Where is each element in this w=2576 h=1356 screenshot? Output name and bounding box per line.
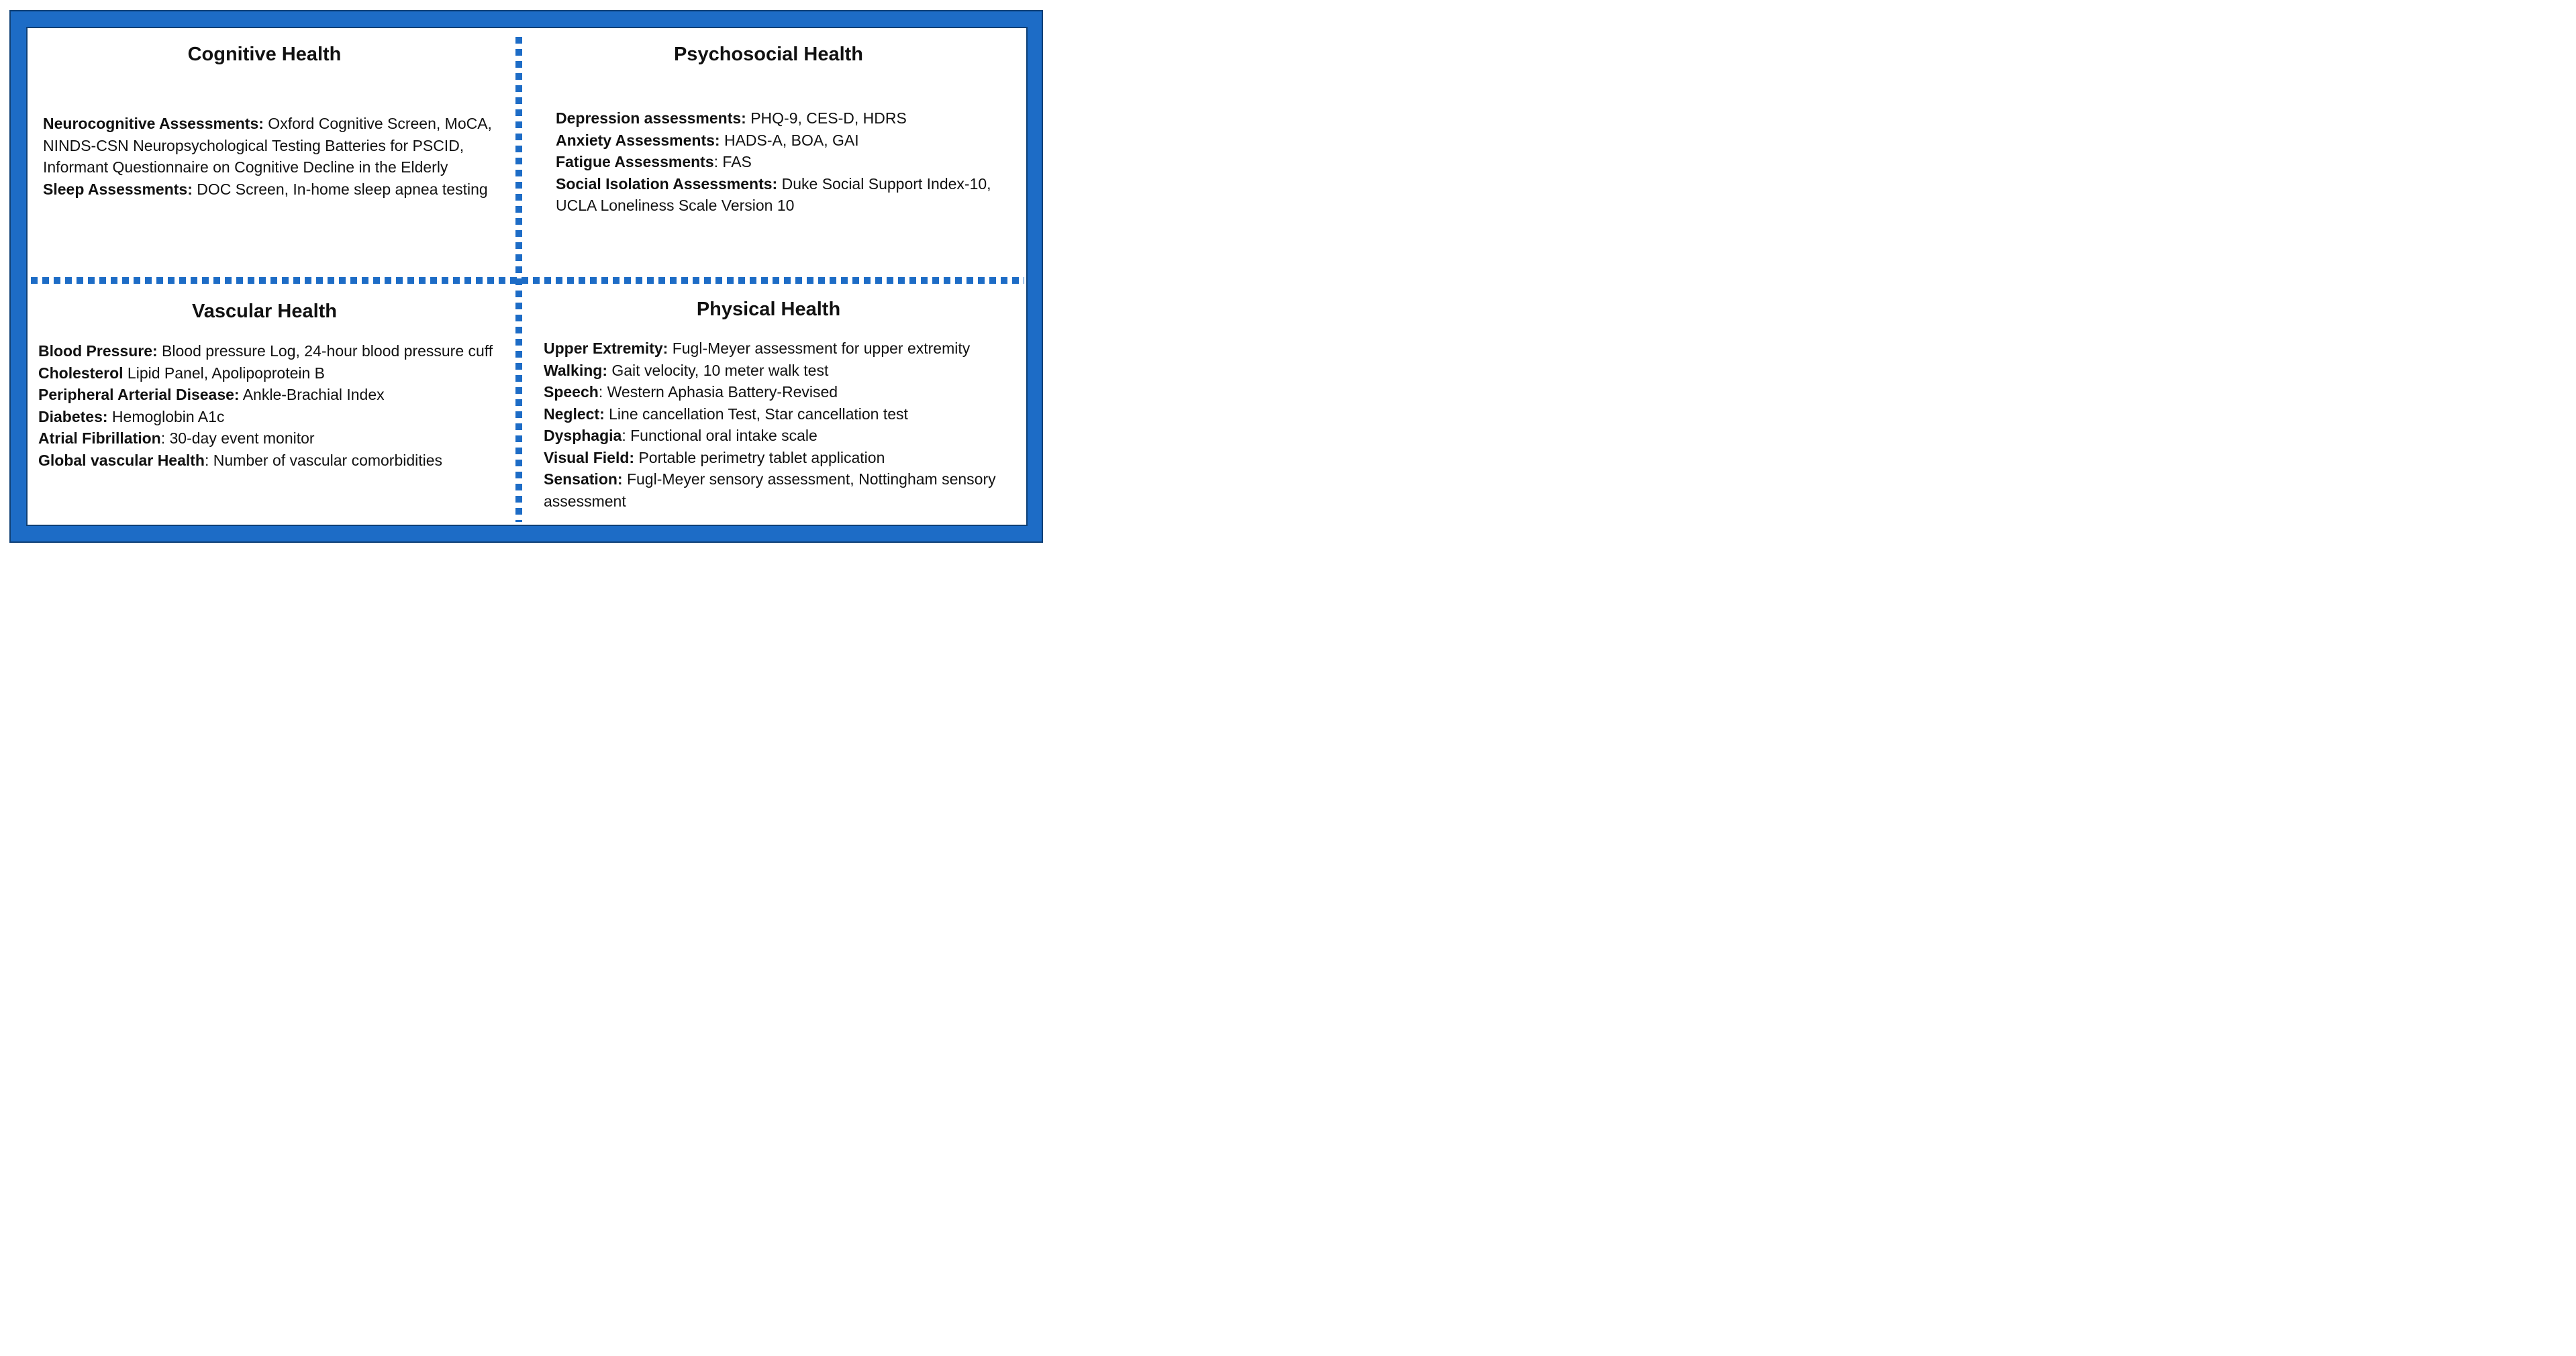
assessment-tools: : 30-day event monitor xyxy=(160,429,315,447)
assessment-label: Walking: xyxy=(544,361,607,379)
assessment-label: Sleep Assessments: xyxy=(43,180,193,198)
assessment-item xyxy=(556,129,1019,152)
assessment-item xyxy=(544,403,1024,425)
assessment-label: Atrial Fibrillation xyxy=(38,429,161,447)
assessment-label: Dysphagia xyxy=(544,427,622,444)
assessment-tools: Gait velocity, 10 meter walk test xyxy=(607,361,829,379)
assessment-label: Fatigue Assessments xyxy=(556,153,714,170)
assessment-label: Social Isolation Assessments: xyxy=(556,174,778,193)
quadrant-title-vascular: Vascular Health xyxy=(192,301,337,322)
assessment-label: Global vascular Health xyxy=(38,451,205,469)
assessment-item xyxy=(38,450,501,472)
assessment-tools: : Western Aphasia Battery-Revised xyxy=(598,383,838,401)
horizontal-dotted-divider xyxy=(31,277,1024,284)
assessment-list-cognitive xyxy=(43,113,513,200)
assessment-item xyxy=(544,337,1024,360)
assessment-tools: Ankle-Brachial Index xyxy=(239,386,385,403)
assessment-tools: Lipid Panel, Apolipoprotein B xyxy=(123,364,326,382)
assessment-tools: : Number of vascular comorbidities xyxy=(204,451,443,469)
assessment-item xyxy=(556,151,1019,173)
assessment-list-physical xyxy=(544,337,1024,512)
assessment-label: Visual Field: xyxy=(544,448,635,466)
assessment-item xyxy=(43,178,513,201)
assessment-item xyxy=(544,468,1024,512)
assessment-tools: Oxford Cognitive Screen, MoCA, NINDS-CSN Neuropsychological Testing Batteries for PSCID, Informant Questionnaire on Cognitive Decline in the Elderly xyxy=(43,115,492,176)
assessment-item xyxy=(38,362,501,384)
quadrant-title-physical: Physical Health xyxy=(696,299,841,320)
assessment-label: Depression assessments: xyxy=(556,109,746,127)
quadrant-title-psychosocial: Psychosocial Health xyxy=(673,44,864,65)
assessment-tools: PHQ-9, CES-D, HDRS xyxy=(746,109,907,127)
assessment-item xyxy=(544,381,1024,403)
assessment-item xyxy=(38,384,501,406)
assessment-tools: Fugl-Meyer sensory assessment, Nottingham sensory assessment xyxy=(544,470,996,510)
assessment-label: Diabetes: xyxy=(38,407,108,425)
assessment-tools: DOC Screen, In-home sleep apnea testing xyxy=(192,180,488,198)
assessment-label: Blood Pressure: xyxy=(38,342,158,360)
assessment-tools: : FAS xyxy=(713,153,752,170)
assessment-item xyxy=(556,173,1019,217)
assessment-tools: Line cancellation Test, Star cancellation test xyxy=(604,405,908,423)
quadrant-title-cognitive: Cognitive Health xyxy=(187,44,342,65)
assessment-item xyxy=(38,427,501,450)
assessment-tools: Fugl-Meyer assessment for upper extremity xyxy=(668,340,971,357)
assessment-item xyxy=(43,113,513,178)
assessment-label: Upper Extremity: xyxy=(544,340,668,357)
vertical-dotted-divider xyxy=(515,37,522,522)
assessment-label: Peripheral Arterial Disease: xyxy=(38,386,240,403)
assessment-label: Anxiety Assessments: xyxy=(556,131,720,149)
assessment-label: Speech xyxy=(544,383,599,401)
assessment-item xyxy=(38,406,501,428)
assessment-list-psychosocial xyxy=(556,107,1019,217)
assessment-tools: Duke Social Support Index-10, UCLA Loneliness Scale Version 10 xyxy=(556,174,991,214)
assessment-tools: Portable perimetry tablet application xyxy=(634,448,885,466)
assessment-item xyxy=(556,107,1019,129)
assessment-label: Cholesterol xyxy=(38,364,123,382)
assessment-item xyxy=(544,447,1024,469)
assessment-tools: Hemoglobin A1c xyxy=(107,407,225,425)
assessment-item xyxy=(544,425,1024,447)
assessment-item xyxy=(38,340,501,362)
assessment-label: Neglect: xyxy=(544,405,605,423)
assessment-tools: HADS-A, BOA, GAI xyxy=(720,131,859,149)
assessment-label: Sensation: xyxy=(544,470,623,488)
assessment-tools: Blood pressure Log, 24-hour blood pressure cuff xyxy=(157,342,493,360)
assessment-list-vascular xyxy=(38,340,501,471)
assessment-tools: : Functional oral intake scale xyxy=(622,427,818,444)
assessment-item xyxy=(544,360,1024,382)
assessment-label: Neurocognitive Assessments: xyxy=(43,115,264,132)
